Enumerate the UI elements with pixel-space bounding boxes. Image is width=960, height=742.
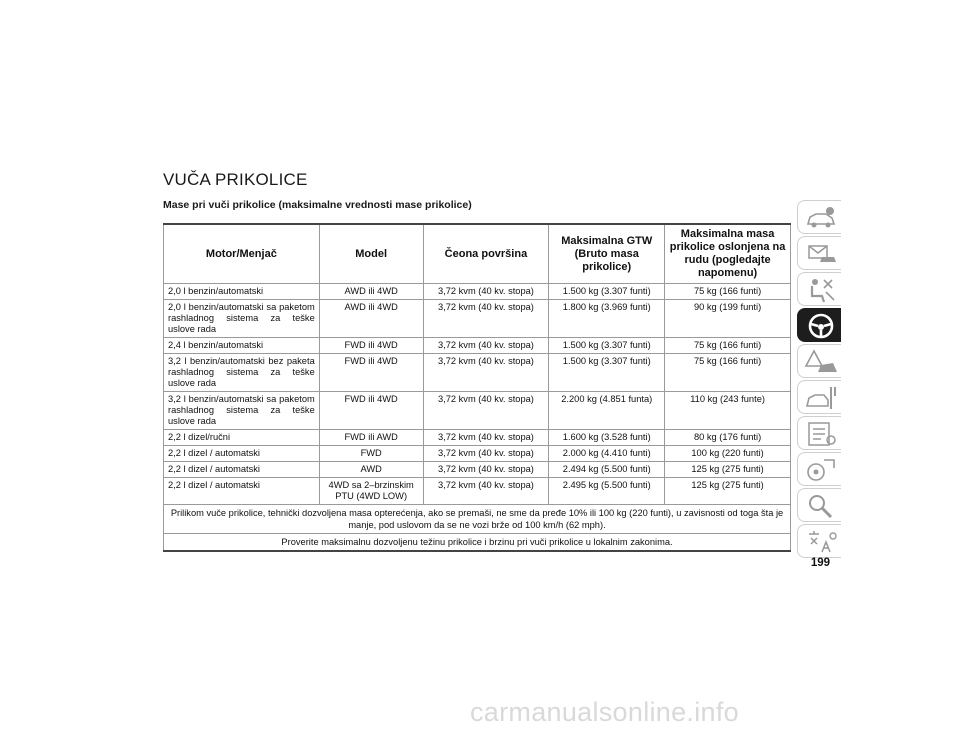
cell-model: FWD [319, 446, 423, 462]
chapter-tab-languages[interactable] [797, 524, 841, 558]
page-number: 199 [810, 557, 830, 569]
table-row [164, 300, 791, 338]
cell-gtw: 1.500 kg (3.307 funti) [549, 354, 665, 392]
cell-engine: 2,2 l dizel / automatski [164, 478, 320, 505]
table-row [164, 446, 791, 462]
cell-model: AWD ili 4WD [319, 284, 423, 300]
chapter-tab-multimedia[interactable] [797, 452, 841, 486]
cell-frontal-area: 3,72 kvm (40 kv. stopa) [423, 354, 549, 392]
chapter-tab-servicing[interactable] [797, 380, 841, 414]
envelope-car-icon [804, 240, 838, 268]
cell-tongue-weight: 110 kg (243 funte) [665, 392, 791, 430]
table-caption: Mase pri vuči prikolice (maksimalne vrednosti mase prikolice) [163, 199, 472, 211]
car-info-icon [804, 204, 838, 232]
header-max-gtw: Maksimalna GTW (Bruto masa prikolice) [549, 224, 665, 284]
table-row [164, 392, 791, 430]
cell-tongue-weight: 75 kg (166 funti) [665, 338, 791, 354]
chapter-tab-emergency[interactable] [797, 344, 841, 378]
cell-frontal-area: 3,72 kvm (40 kv. stopa) [423, 478, 549, 505]
cell-frontal-area: 3,72 kvm (40 kv. stopa) [423, 338, 549, 354]
cell-gtw: 1.800 kg (3.969 funti) [549, 300, 665, 338]
seat-safety-icon [804, 276, 838, 304]
cell-frontal-area: 3,72 kvm (40 kv. stopa) [423, 392, 549, 430]
cell-engine: 3,2 l benzin/automatski sa paketom rashladnog sistema za teške uslove rada [164, 392, 320, 430]
cell-model: AWD ili 4WD [319, 300, 423, 338]
chapter-tab-car-info[interactable] [797, 200, 841, 234]
cell-tongue-weight: 75 kg (166 funti) [665, 284, 791, 300]
magnifier-index-icon [804, 492, 838, 520]
cell-tongue-weight: 90 kg (199 funti) [665, 300, 791, 338]
cell-gtw: 1.600 kg (3.528 funti) [549, 430, 665, 446]
chapter-tab-safety[interactable] [797, 272, 841, 306]
local-law-note: Proverite maksimalnu dozvoljenu težinu prikolice i brzinu pri vuči prikolice u lokalnim zakonima. [164, 534, 791, 552]
towing-note: Prilikom vuče prikolice, tehnički dozvoljena masa opterećenja, ako se premaši, ne sme da pređe 10% ili 100 kg (220 funti), u zavisnosti od toga šta je manje, pod uslovom da se ne vozi brže od 100 km/h (62 mph). [164, 505, 791, 534]
cell-model: FWD ili 4WD [319, 392, 423, 430]
steering-wheel-icon [804, 312, 838, 340]
table-row [164, 462, 791, 478]
watermark-text: carmanualsonline.info [470, 697, 739, 727]
cell-engine: 2,2 l dizel / automatski [164, 446, 320, 462]
cell-tongue-weight: 80 kg (176 funti) [665, 430, 791, 446]
cell-tongue-weight: 125 kg (275 funti) [665, 478, 791, 505]
cell-frontal-area: 3,72 kvm (40 kv. stopa) [423, 300, 549, 338]
cell-frontal-area: 3,72 kvm (40 kv. stopa) [423, 446, 549, 462]
cell-model: AWD [319, 462, 423, 478]
cell-model: FWD ili 4WD [319, 338, 423, 354]
cell-model: 4WD sa 2–brzinskim PTU (4WD LOW) [319, 478, 423, 505]
cell-engine: 2,0 l benzin/automatski sa paketom rashladnog sistema za teške uslove rada [164, 300, 320, 338]
specifications-list-icon [804, 420, 838, 448]
cell-frontal-area: 3,72 kvm (40 kv. stopa) [423, 462, 549, 478]
cell-gtw: 2.000 kg (4.410 funti) [549, 446, 665, 462]
cell-engine: 2,2 l dizel / automatski [164, 462, 320, 478]
chapter-tab-starting-driving[interactable] [797, 308, 841, 342]
chapter-tab-getting-to-know[interactable] [797, 236, 841, 270]
cell-tongue-weight: 75 kg (166 funti) [665, 354, 791, 392]
cell-frontal-area: 3,72 kvm (40 kv. stopa) [423, 284, 549, 300]
cell-engine: 2,0 l benzin/automatski [164, 284, 320, 300]
table-header-row [164, 224, 791, 284]
table-row [164, 478, 791, 505]
languages-icon [804, 528, 838, 556]
table-row [164, 284, 791, 300]
cell-gtw: 2.494 kg (5.500 funti) [549, 462, 665, 478]
cell-model: FWD ili 4WD [319, 354, 423, 392]
header-engine-transmission: Motor/Menjač [164, 224, 320, 284]
cell-frontal-area: 3,72 kvm (40 kv. stopa) [423, 430, 549, 446]
warning-triangle-car-icon [804, 348, 838, 376]
cell-gtw: 2.495 kg (5.500 funti) [549, 478, 665, 505]
chapter-tab-index[interactable] [797, 488, 841, 522]
cell-gtw: 1.500 kg (3.307 funti) [549, 338, 665, 354]
cell-tongue-weight: 125 kg (275 funti) [665, 462, 791, 478]
multimedia-icon [804, 456, 838, 484]
table-row [164, 338, 791, 354]
table-note-row [164, 505, 791, 534]
chapter-tab-specifications[interactable] [797, 416, 841, 450]
car-service-tools-icon [804, 384, 838, 412]
cell-gtw: 1.500 kg (3.307 funti) [549, 284, 665, 300]
header-frontal-area: Čeona površina [423, 224, 549, 284]
table-note-row [164, 534, 791, 552]
towing-weights-table [163, 223, 791, 552]
header-model: Model [319, 224, 423, 284]
cell-engine: 2,4 l benzin/automatski [164, 338, 320, 354]
cell-gtw: 2.200 kg (4.851 funta) [549, 392, 665, 430]
table-row [164, 354, 791, 392]
page-title: VUČA PRIKOLICE [163, 170, 308, 189]
cell-engine: 3,2 l benzin/automatski bez paketa rashladnog sistema za teške uslove rada [164, 354, 320, 392]
cell-model: FWD ili AWD [319, 430, 423, 446]
cell-engine: 2,2 l dizel/ručni [164, 430, 320, 446]
cell-tongue-weight: 100 kg (220 funti) [665, 446, 791, 462]
header-max-tongue-weight: Maksimalna masa prikolice oslonjena na rudu (pogledajte napomenu) [665, 224, 791, 284]
table-row [164, 430, 791, 446]
